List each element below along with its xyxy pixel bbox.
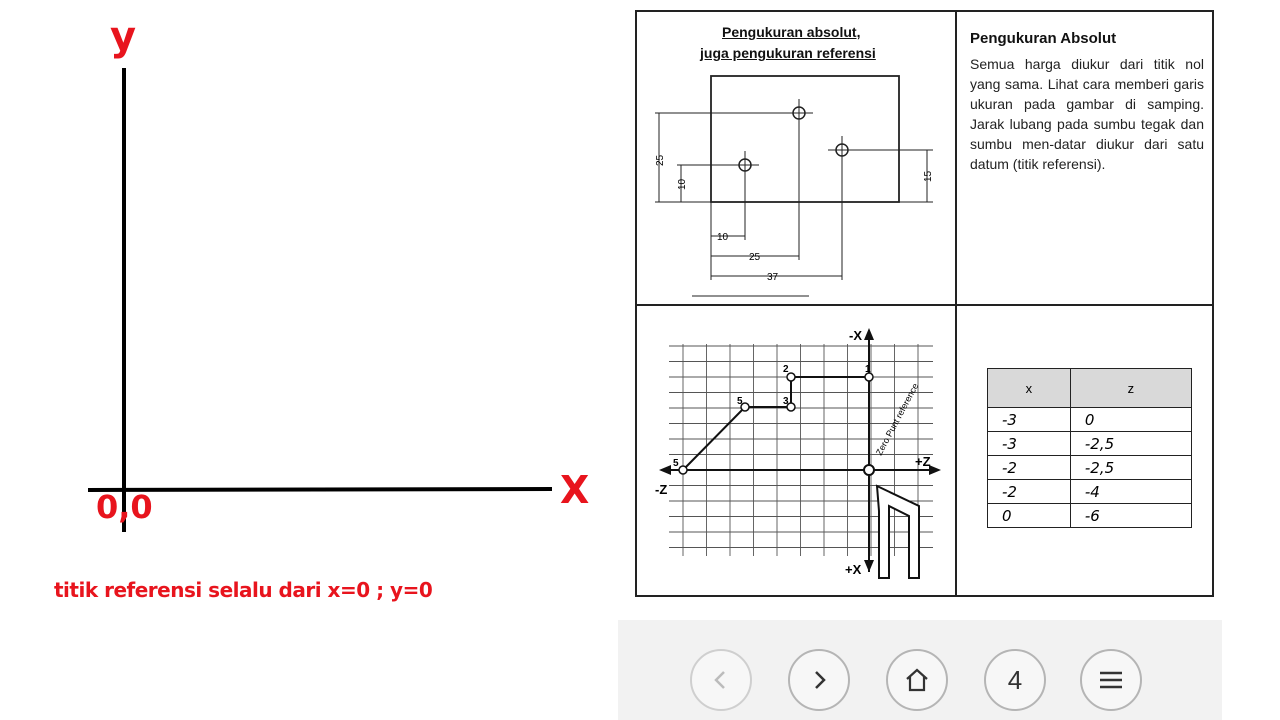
point-2-label: 2 [783, 364, 789, 375]
chevron-right-icon [807, 668, 831, 692]
x-axis-label: X [560, 468, 590, 512]
point-3-label: 3 [783, 396, 789, 407]
point-1-label: 1 [865, 364, 871, 375]
figure-title-line2: juga pengukuran referensi [700, 45, 876, 61]
table-row: -2 -4 [988, 480, 1192, 504]
axes-drawing [0, 0, 620, 620]
menu-button[interactable] [1080, 649, 1142, 711]
table-row: -2 -2,5 [988, 456, 1192, 480]
dim-25-horizontal: 25 [749, 252, 761, 263]
tabs-button[interactable] [984, 649, 1046, 711]
absolute-dimension-figure [637, 62, 955, 302]
table-header-z: z [1070, 369, 1191, 408]
absolute-description: Semua harga diukur dari titik nol yang sama. Lihat cara memberi garis ukuran pada gambar di samping. Jarak lubang pada sumbu tegak dan sumbu men-datar diukur dari satu datum (titik referensi). [970, 56, 1204, 172]
neg-z-label: -Z [655, 482, 668, 497]
dim-37: 37 [767, 272, 779, 283]
table-row: -3 -2,5 [988, 432, 1192, 456]
dim-15: 15 [923, 170, 934, 182]
dim-25-vertical: 25 [655, 154, 666, 166]
zero-reference-label: Zero Punt reference [873, 381, 921, 457]
back-button[interactable] [690, 649, 752, 711]
pos-z-label: +Z [915, 454, 931, 469]
absolute-heading: Pengukuran Absolut [970, 30, 1117, 47]
chevron-left-icon [709, 668, 733, 692]
table-row: 0 -6 [988, 504, 1192, 528]
home-button[interactable] [886, 649, 948, 711]
point-5a-label: 5 [737, 396, 743, 407]
table-header-x: x [988, 369, 1071, 408]
document-page [635, 10, 1214, 597]
browser-nav-bar [618, 620, 1222, 720]
forward-button[interactable] [788, 649, 850, 711]
coordinate-table [987, 368, 1192, 528]
x-axis-line [88, 489, 552, 490]
dim-10-horizontal: 10 [717, 232, 729, 243]
coordinate-grid-figure [637, 306, 955, 596]
origin-label: 0,0 [96, 488, 153, 526]
pos-x-label: +X [845, 562, 862, 577]
neg-x-label: -X [849, 328, 862, 343]
point-5b-label: 5 [673, 458, 679, 469]
reference-note: titik referensi selalu dari x=0 ; y=0 [54, 578, 433, 602]
y-axis-label: y [110, 14, 137, 60]
figure-title-line1: Pengukuran absolut, [722, 24, 861, 40]
dim-10-vertical: 10 [677, 178, 688, 190]
menu-icon [1097, 666, 1125, 694]
tab-count: 4 [1007, 664, 1023, 695]
table-row: -3 0 [988, 408, 1192, 432]
home-icon [903, 666, 931, 694]
